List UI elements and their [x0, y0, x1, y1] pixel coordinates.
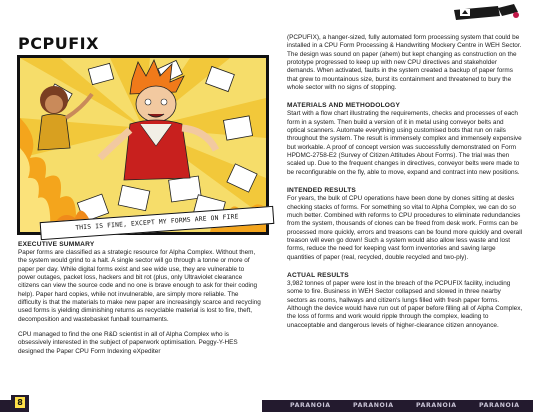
illustration-caption: THIS IS FINE, EXCEPT MY FORMS ARE ON FIRE	[40, 206, 275, 240]
methodology-heading: MATERIALS AND METHODOLOGY	[287, 102, 401, 110]
footer-band-left	[0, 400, 11, 412]
left-column	[18, 240, 263, 356]
actual-results-body: 3,982 tonnes of paper were lost in the breach of the PCPUFIX facility, including some to fire. Business in WEH Sector collapsed and slowed in three nearby sectors as rooms, hallways and citizen's lungs filled with fresh paper forms. Although the device would have run out of paper before filling all of Alpha Complex, the loss of forms and work would ripple through the complex, leading to unacceptable and dangerous levels of higher-clearance citizen annoyance.	[287, 279, 523, 329]
right-column	[287, 34, 523, 330]
actual-results-heading: ACTUAL RESULTS	[287, 271, 349, 279]
methodology-body: Start with a flow chart illustrating the requirements, checks and processes of each form in a system. Then build a version of it in metal using conveyor belts and optical scanners. Automate everything using customised bots that run on rails throughout the system. The result is immensely complex and immensely expensive but workable. A proof of concept version was successfully demonstrated on Form HPDMC-2758-E2 (Survey of Citizen Attitudes About Forms). The trial was then scaled up. Due to the frequent changes in directives, conveyor belts were made to be reconfigurable on the fly, able to move, expand and contract into new positions.	[287, 110, 522, 176]
footer-label: PARANOIA	[353, 402, 394, 409]
intended-results-heading: INTENDED RESULTS	[287, 187, 357, 195]
executive-summary-body: Paper forms are classified as a strategic resource for Alpha Complex. Without them, the system would grind to a halt. A single sector will go through a tonne or more of paper per day. While digital forms exist and see wide use, they are vulnerable to power outages, packet loss, hackers and bit rot (plus, only Ultraviolet clearance citizens can view the source code and no one is brave enough to ask for their coding help). Paper hard copies, while not invulnerable, are simply more reliable. The difficulty is that the materials to make new paper are increasingly scarce and recycling used forms is yielding diminishing returns as recyclable material is lost to fire, theft, decomposition and wastebasket funball tournaments.	[18, 249, 261, 323]
footer-label: PARANOIA	[290, 402, 331, 409]
intro-paragraph: (PCPUFIX), a hanger-sized, fully automated form processing system that could be installed in a CPU Form Processing & Handwriting Mockery Centre in WEH Sector. The design was sound on paper (ahem) but kept changing as construction on the prototype progressed to keep up with new CPU directives and stakeholder demands. When activated, faults in the system created a backup of paper forms that grew to mountainous size, burst its containment and threatened to bury the whole sector with no signs of stopping.	[287, 34, 522, 92]
security-camera-icon	[452, 2, 524, 22]
executive-summary-heading: EXECUTIVE SUMMARY	[18, 241, 95, 248]
page-number-badge	[11, 395, 29, 412]
footer-bar	[0, 394, 533, 412]
intended-results-body: For years, the bulk of CPU operations have been done by clones sitting at desks checking stacks of forms. For something so vital to Alpha Complex, we can do so much better. Combined with reforms to CPU procedures to eliminate redundancies from the system, thousands of clones can be freed from desk work. Forms can be processed more quickly, errors and treasons can be found more quickly and overall treason will even go down! Such a system would also allow less waste and lost forms, reduce the need for keeping vast form inventories and saving large quantities of paper (real, recycled, double recycled and two-ply).	[287, 195, 523, 261]
page-number: 8	[15, 397, 25, 408]
page-title: PCPUFIX	[18, 34, 99, 53]
footer-label: PARANOIA	[416, 402, 457, 409]
footer-label: PARANOIA	[479, 402, 520, 409]
executive-summary-continued: CPU managed to find the one R&D scientist in all of Alpha Complex who is obsessively interested in the subject of paperwork optimisation. Peggy-Y-HES designed the Paper CPU Form Indexing eXpediter	[18, 331, 238, 355]
burning-forms-art	[20, 58, 266, 232]
